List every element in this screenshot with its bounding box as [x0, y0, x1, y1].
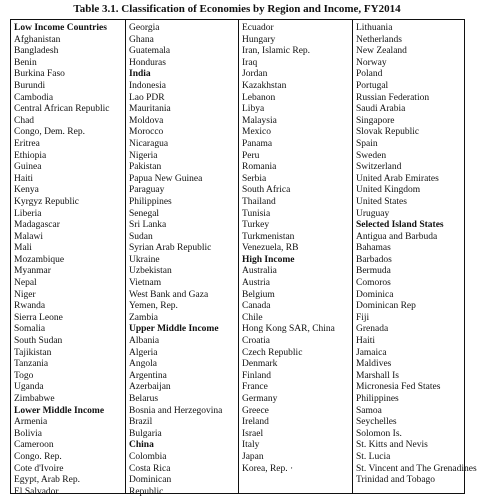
table-cell: Thailand: [242, 196, 276, 207]
table-cell: Chad: [14, 115, 35, 126]
table-cell: Nepal: [14, 278, 37, 289]
table-cell: Finland: [242, 370, 272, 381]
table-cell: Philippines: [356, 394, 399, 404]
table-cell: Portugal: [356, 80, 389, 91]
table-cell: Russian Federation: [356, 92, 430, 103]
table-cell: Philippines: [129, 196, 172, 207]
table-cell: Antigua and Barbuda: [356, 231, 438, 242]
table-cell: Serbia: [242, 173, 267, 184]
table-section-header: High Income: [242, 254, 295, 265]
table-cell: Egypt, Arab Rep.: [14, 475, 80, 486]
table-cell: Burundi: [14, 80, 46, 91]
table-cell: Bosnia and Herzegovina: [129, 405, 223, 416]
table-cell: Armenia: [14, 417, 48, 428]
table-cell: Eritrea: [14, 138, 40, 149]
table-section-header: India: [129, 69, 151, 80]
table-cell: Iran, Islamic Rep.: [242, 46, 311, 57]
table-cell: Uzbekistan: [129, 266, 172, 277]
table-cell: Peru: [242, 150, 260, 161]
table-cell: Haiti: [356, 336, 375, 347]
table-cell: Turkey: [242, 220, 270, 231]
table-cell: Micronesia Fed States: [356, 382, 441, 393]
table-cell: Hong Kong SAR, China: [242, 324, 335, 335]
table-cell: Italy: [242, 440, 260, 451]
table-cell: Algeria: [129, 347, 158, 358]
table-cell: Greece: [242, 405, 269, 416]
table-cell: Denmark: [242, 359, 278, 370]
table-cell: Maldives: [356, 359, 392, 370]
table-cell: Papua New Guinea: [129, 173, 203, 184]
table-cell: Spain: [356, 138, 378, 149]
table-cell: Samoa: [356, 405, 382, 416]
table-cell: United Kingdom: [356, 185, 421, 196]
table-cell: Poland: [356, 69, 383, 80]
table-cell: Yemen, Rep.: [129, 301, 178, 312]
table-cell: Azerbaijan: [129, 382, 171, 393]
table-column-3: [238, 20, 352, 493]
table-cell: Czech Republic: [242, 347, 303, 358]
table-cell: Libya: [242, 104, 265, 115]
table-cell: Seychelles: [356, 417, 397, 428]
table-cell: St. Kitts and Nevis: [356, 440, 428, 451]
table-cell: Switzerland: [356, 162, 402, 173]
table-cell: Cambodia: [14, 92, 54, 103]
table-cell: Bolivia: [14, 428, 42, 439]
table-section-header: Lower Middle Income: [14, 405, 105, 416]
table-cell: Norway: [356, 57, 387, 68]
table-cell: Saudi Arabia: [356, 104, 406, 115]
table-cell: Albania: [129, 336, 160, 347]
table-cell: Venezuela, RB: [242, 243, 299, 254]
table-column-1: [11, 20, 125, 497]
table-cell: Ethiopia: [14, 150, 47, 161]
table-section-header: Low Income Countries: [14, 23, 107, 33]
table-cell: Congo. Rep.: [14, 451, 62, 462]
table-cell: Marshall Is: [356, 370, 400, 381]
table-cell: France: [242, 382, 268, 393]
table-cell: Benin: [14, 57, 37, 68]
table-cell: Uruguay: [356, 208, 390, 219]
table-cell: Sri Lanka: [129, 220, 167, 231]
table-cell: New Zealand: [356, 46, 407, 57]
table-cell: Republic: [129, 486, 164, 497]
table-cell: Sierra Leone: [14, 312, 63, 323]
table-cell: Morocco: [129, 127, 164, 138]
table-cell: Malawi: [14, 231, 44, 242]
table-cell: Jamaica: [356, 347, 387, 358]
table-cell: Syrian Arab Republic: [129, 243, 212, 254]
table-cell: Myanmar: [14, 266, 51, 277]
table-cell: Belgium: [242, 289, 275, 300]
table-cell: Madagascar: [14, 220, 60, 231]
table-cell: Zambia: [129, 312, 159, 323]
table-cell: Vietnam: [129, 278, 162, 289]
table-cell: Ukraine: [129, 254, 160, 265]
table-cell: Lithuania: [356, 23, 393, 33]
table-cell: Tanzania: [14, 359, 49, 370]
table-cell: Argentina: [129, 370, 167, 381]
table-cell: Mauritania: [129, 104, 171, 115]
table-cell: St. Vincent and The Grenadines: [356, 463, 477, 474]
table-cell: Zimbabwe: [14, 394, 55, 404]
table-cell: Kyrgyz Republic: [14, 196, 79, 207]
table-cell: Iraq: [242, 57, 258, 68]
table-cell: Brazil: [129, 417, 153, 428]
table-cell: Bulgaria: [129, 428, 162, 439]
table-cell: Barbados: [356, 254, 392, 265]
table-cell: Bermuda: [356, 266, 391, 277]
table-cell: Dominica: [356, 289, 394, 300]
table-cell: Fiji: [356, 312, 370, 323]
table-cell: Ecuador: [242, 23, 274, 33]
table-cell: St. Lucia: [356, 451, 391, 462]
table-cell: Dominican: [129, 475, 172, 486]
table-cell: Israel: [242, 428, 264, 439]
table-cell: Korea, Rep. ·: [242, 463, 294, 474]
table-cell: South Sudan: [14, 336, 63, 347]
table-column-2: [125, 20, 238, 497]
table-cell: Mali: [14, 243, 32, 254]
table-cell: Mozambique: [14, 254, 65, 265]
table-cell: Somalia: [14, 324, 46, 335]
table-cell: Ireland: [242, 417, 269, 428]
table-cell: Canada: [242, 301, 271, 312]
table-cell: Moldova: [129, 115, 164, 126]
table-cell: Uganda: [14, 382, 44, 393]
table-cell: Haiti: [14, 173, 33, 184]
table-cell: Sudan: [129, 231, 153, 242]
table-cell: Grenada: [356, 324, 389, 335]
table-cell: Tajikistan: [14, 347, 52, 358]
table-cell: Australia: [242, 266, 277, 277]
table-cell: Austria: [242, 278, 270, 289]
table-cell: Belarus: [129, 394, 159, 404]
table-cell: Liberia: [14, 208, 42, 219]
table-cell: Sweden: [356, 150, 387, 161]
table-cell: El Salvador: [14, 486, 59, 497]
table-cell: Kenya: [14, 185, 39, 196]
table-cell: Hungary: [242, 34, 276, 45]
table-cell: United Arab Emirates: [356, 173, 439, 184]
table-cell: Lao PDR: [129, 92, 165, 103]
table-cell: Croatia: [242, 336, 270, 347]
table-cell: Guinea: [14, 162, 42, 173]
table-cell: Honduras: [129, 57, 166, 68]
table-cell: Slovak Republic: [356, 127, 420, 138]
table-cell: United States: [356, 196, 407, 207]
table-cell: Comoros: [356, 278, 391, 289]
table-cell: Kazakhstan: [242, 80, 287, 91]
table-cell: Togo: [14, 370, 34, 381]
table-cell: Malaysia: [242, 115, 277, 126]
table-cell: Cameroon: [14, 440, 54, 451]
table-cell: Guatemala: [129, 46, 171, 57]
table-cell: Congo, Dem. Rep.: [14, 127, 85, 138]
table-cell: Nigeria: [129, 150, 158, 161]
table-cell: Bahamas: [356, 243, 391, 254]
table-cell: Angola: [129, 359, 157, 370]
table-cell: Costa Rica: [129, 463, 171, 474]
table-column-4: [352, 20, 477, 493]
table-cell: Pakistan: [129, 162, 162, 173]
table-cell: Burkina Faso: [14, 69, 65, 80]
table-cell: Netherlands: [356, 34, 402, 45]
table-cell: Central African Republic: [14, 104, 110, 115]
table-cell: Senegal: [129, 208, 160, 219]
table-section-header: Upper Middle Income: [129, 324, 219, 335]
table-cell: Cote d'Ivoire: [14, 463, 64, 474]
table-cell: Chile: [242, 312, 263, 323]
table-cell: Japan: [242, 451, 264, 462]
table-cell: Panama: [242, 138, 273, 149]
table-title: Table 3.1. Classification of Economies by Region and Income, FY2014: [73, 3, 401, 15]
table-cell: Trinidad and Tobago: [356, 475, 436, 486]
table-cell: Tunisia: [242, 208, 271, 219]
table-cell: Niger: [14, 289, 36, 300]
table-cell: South Africa: [242, 185, 291, 196]
table-section-header: Selected Island States: [356, 220, 444, 231]
table-cell: Ghana: [129, 34, 154, 45]
table-cell: West Bank and Gaza: [129, 289, 209, 300]
table-cell: Indonesia: [129, 80, 166, 91]
table-cell: Romania: [242, 162, 277, 173]
table-cell: Colombia: [129, 451, 167, 462]
table-cell: Jordan: [242, 69, 268, 80]
table-cell: Georgia: [129, 23, 160, 33]
table-cell: Solomon Is.: [356, 428, 402, 439]
table-cell: Paraguay: [129, 185, 165, 196]
table-cell: Bangladesh: [14, 46, 59, 57]
table-section-header: China: [129, 440, 154, 451]
table-cell: Turkmenistan: [242, 231, 295, 242]
table-cell: Singapore: [356, 115, 395, 126]
table-cell: Germany: [242, 394, 278, 404]
table-cell: Nicaragua: [129, 138, 169, 149]
table-cell: Dominican Rep: [356, 301, 416, 312]
table-cell: Afghanistan: [14, 34, 61, 45]
table-cell: Lebanon: [242, 92, 276, 103]
table-cell: Mexico: [242, 127, 272, 138]
table-cell: Rwanda: [14, 301, 46, 312]
classification-table: [10, 19, 477, 497]
